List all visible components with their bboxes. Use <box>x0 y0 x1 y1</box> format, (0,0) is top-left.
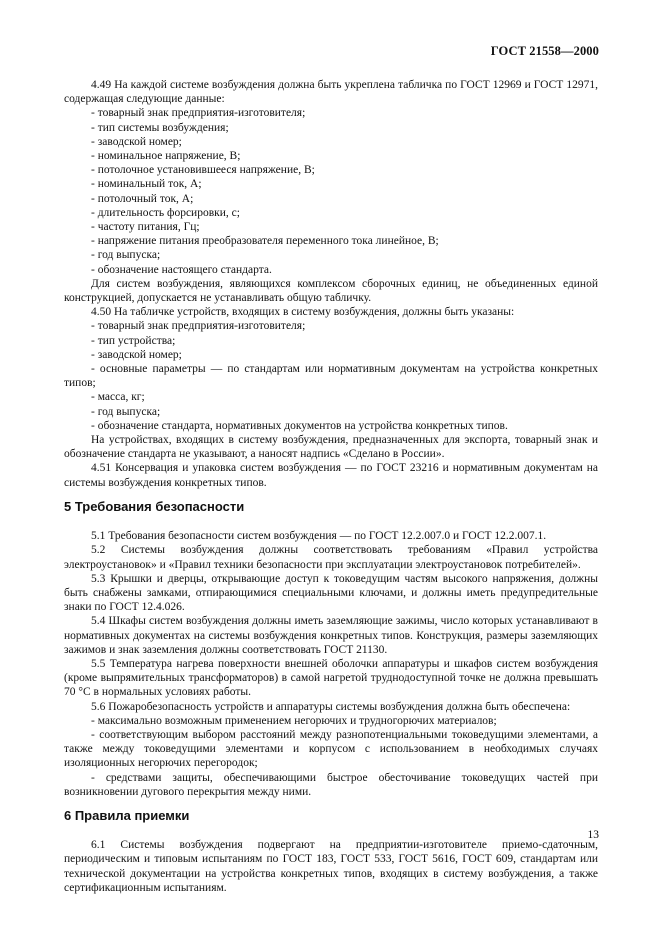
clause-5-3: 5.3 Крышки и дверцы, открывающие доступ к токоведущим частям высокого напряжения, должны быть снабжены замками, отпирающимися специальными ключами, и должны иметь предупредительные знаки по ГОСТ 12.4.026. <box>64 572 598 614</box>
list-item: - масса, кг; <box>91 391 145 404</box>
clause-4-51: 4.51 Консервация и упаковка систем возбуждения — по ГОСТ 23216 и нормативным документам на системы возбуждения конкретных типов. <box>64 462 598 489</box>
list-item: - частоту питания, Гц; <box>91 221 200 234</box>
clause-5-2: 5.2 Системы возбуждения должны соответствовать требованиям «Правил устройства электроустановок» и «Правил техники безопасности при эксплуатации электроустановок потребителей». <box>64 544 598 571</box>
clause-5-5: 5.5 Температура нагрева поверхности внешней оболочки аппаратуры и шкафов систем возбуждения (кроме выпрямительных трансформаторов) в самой нагретой труднодоступной точке не должна превышать 70 °С в нормальных условиях работы. <box>64 657 598 699</box>
list-item: - средствами защиты, обеспечивающими быстрое обесточивание токоведущих частей при возникновении дугового перекрытия между ними. <box>64 771 598 798</box>
list-item: - товарный знак предприятия-изготовителя; <box>91 320 306 333</box>
clause-6-1: 6.1 Системы возбуждения подвергают на предприятии-изготовителе приемо-сдаточным, периодическим и типовым испытаниям по ГОСТ 183, ГОСТ 533, ГОСТ 5616, ГОСТ 609, стандартам или технической документации на устройства конкретных типов, входящих в систему возбуждения, а также сертификационным испытаниям. <box>64 839 598 894</box>
list-item: - номинальное напряжение, В; <box>91 150 241 163</box>
list-item: - товарный знак предприятия-изготовителя; <box>91 107 306 120</box>
list-item: - год выпуска; <box>91 249 161 262</box>
clause-4-50-export-note: На устройствах, входящих в систему возбуждения, предназначенных для экспорта, товарный знак и обозначение стандарта не указывают, а наносят надпись «Сделано в России». <box>64 434 598 461</box>
clause-4-50-intro: 4.50 На табличке устройств, входящих в систему возбуждения, должны быть указаны: <box>91 306 515 319</box>
clause-5-6: 5.6 Пожаробезопасность устройств и аппаратуры системы возбуждения должна быть обеспечена: <box>91 700 571 713</box>
clause-5-4: 5.4 Шкафы систем возбуждения должны иметь заземляющие зажимы, число которых устанавливают в нормативных документах на системы возбуждения конкретных типов. Конструкция, размеры заземляющих зажимов и знак заземления должны соответствовать ГОСТ 21130. <box>64 615 598 656</box>
list-item: - основные параметры — по стандартам или нормативным документам на устройства конкретных типов; <box>64 363 598 390</box>
page-number: 13 <box>587 829 599 841</box>
list-item: - напряжение питания преобразователя переменного тока линейное, В; <box>91 235 439 248</box>
section-6-heading: 6 Правила приемки <box>64 807 190 823</box>
list-item: - обозначение стандарта, нормативных документов на устройства конкретных типов. <box>91 419 508 432</box>
list-item: - обозначение настоящего стандарта. <box>91 263 272 276</box>
list-item: - потолочное установившееся напряжение, В; <box>91 164 315 177</box>
clause-4-49-note: Для систем возбуждения, являющихся комплексом сборочных единиц, не объединенных единой конструкцией, допускается не устанавливать общую табличку. <box>64 277 598 305</box>
list-item: - заводской номер; <box>91 135 182 148</box>
document-header: ГОСТ 21558—2000 <box>490 44 599 58</box>
section-5-heading: 5 Требования безопасности <box>64 498 245 514</box>
list-item: - год выпуска; <box>91 405 161 418</box>
clause-5-1: 5.1 Требования безопасности систем возбуждения — по ГОСТ 12.2.007.0 и ГОСТ 12.2.007.1. <box>91 530 547 543</box>
list-item: - соответствующим выбором расстояний между разнопотенциальными токоведущими элементами, а также между токоведущими элементами и корпусом с использованием в необходимых случаях изоляционных негорючих перегородок; <box>64 728 598 770</box>
list-item: - тип системы возбуждения; <box>91 121 229 134</box>
list-item: - тип устройства; <box>91 334 176 347</box>
list-item: - длительность форсировки, с; <box>91 206 240 219</box>
list-item: - заводской номер; <box>91 348 182 361</box>
document-body <box>64 78 598 895</box>
clause-4-49-intro: 4.49 На каждой системе возбуждения должна быть укреплена табличка по ГОСТ 12969 и ГОСТ 12971, содержащая следующие данные: <box>64 79 598 106</box>
list-item: - номинальный ток, А; <box>91 178 202 191</box>
list-item: - потолочный ток, А; <box>91 192 194 205</box>
list-item: - максимально возможным применением негорючих и трудногорючих материалов; <box>91 714 497 727</box>
